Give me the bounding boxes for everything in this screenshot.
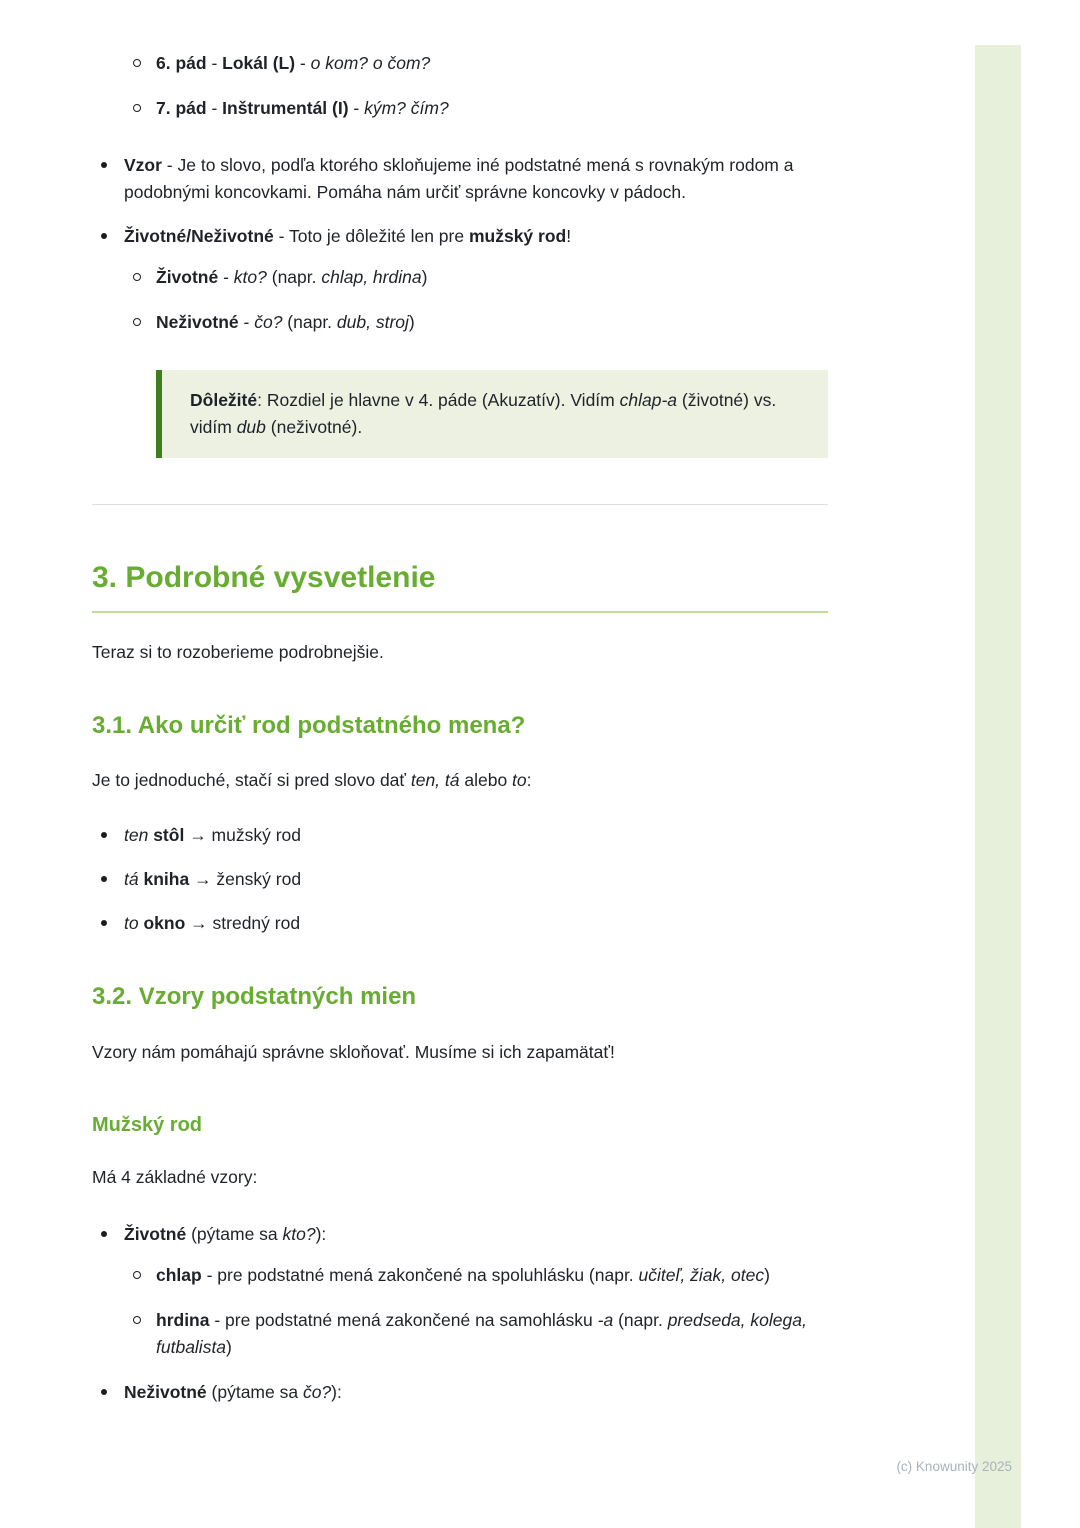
case-sublist xyxy=(92,50,828,122)
vzory-list xyxy=(92,1221,828,1407)
zivotne-sublist xyxy=(124,264,828,336)
section-3-title: 3. Podrobné vysvetlenie xyxy=(92,559,828,613)
section-divider xyxy=(92,504,828,505)
callout-text: Dôležité: Rozdiel je hlavne v 4. páde (Akuzatív). Vidím chlap-a (životné) vs. vidím dub (neživotné). xyxy=(190,389,777,437)
muzsky-rod-heading: Mužský rod xyxy=(92,1113,203,1136)
list-item-stredny-rod xyxy=(124,910,828,937)
list-item-text: to okno → stredný rod xyxy=(124,913,301,934)
list-item-text: Neživotné - čo? (napr. dub, stroj) xyxy=(156,311,415,332)
section-3-intro: Teraz si to rozoberieme podrobnejšie. xyxy=(92,641,384,662)
terms-list xyxy=(92,152,828,336)
list-item-nezivotne-vzory xyxy=(124,1379,828,1406)
list-item-chlap xyxy=(156,1262,828,1289)
list-item-text: ten stôl → mužský rod xyxy=(124,825,302,846)
list-item-hrdina xyxy=(156,1307,828,1361)
callout-important xyxy=(156,370,828,458)
list-item-text: Životné - kto? (napr. chlap, hrdina) xyxy=(156,266,428,287)
list-item-zivotne xyxy=(156,264,828,291)
section-3-1-title: 3.1. Ako určiť rod podstatného mena? xyxy=(92,711,526,739)
list-item-zivotne-vzory xyxy=(124,1221,828,1362)
list-item-muzsky-rod xyxy=(124,822,828,849)
zivotne-vzory-sublist xyxy=(124,1262,828,1361)
list-item-text: 7. pád - Inštrumentál (I) - kým? čím? xyxy=(156,98,449,119)
page-content xyxy=(92,0,828,1423)
list-item-text: chlap - pre podstatné mená zakončené na spoluhlásku (napr. učiteľ, žiak, otec) xyxy=(156,1265,770,1285)
right-accent-stripe xyxy=(975,45,1021,1528)
list-item-text: Životné/Neživotné - Toto je dôležité len pre mužský rod! xyxy=(124,225,572,246)
list-item-text: Neživotné (pýtame sa čo?): xyxy=(124,1382,342,1403)
list-item-zensky-rod xyxy=(124,866,828,893)
gender-examples-list xyxy=(92,822,828,937)
list-item-text: hrdina - pre podstatné mená zakončené na samohlásku -a (napr. predseda, kolega, futbalista) xyxy=(156,1310,807,1358)
section-3-1-intro: Je to jednoduché, stačí si pred slovo dať ten, tá alebo to: xyxy=(92,769,532,790)
section-3-2-intro: Vzory nám pomáhajú správne skloňovať. Musíme si ich zapamätať! xyxy=(92,1041,615,1062)
watermark: (c) Knowunity 2025 xyxy=(896,1459,1012,1475)
list-item-nezivotne xyxy=(156,309,828,336)
list-item-text: Vzor - Je to slovo, podľa ktorého skloňujeme iné podstatné mená s rovnakým rodom a podobnými koncovkami. Pomáha nám určiť správne koncovky v pádoch. xyxy=(124,155,794,203)
muzsky-rod-intro: Má 4 základné vzory: xyxy=(92,1166,258,1187)
list-item-vzor xyxy=(124,152,828,206)
list-item-text: Životné (pýtame sa kto?): xyxy=(124,1223,327,1244)
list-item-zivotne-nezivotne xyxy=(124,223,828,336)
list-item-case-7 xyxy=(156,95,828,122)
section-3-2-title: 3.2. Vzory podstatných mien xyxy=(92,983,417,1011)
list-item-text: 6. pád - Lokál (L) - o kom? o čom? xyxy=(156,53,431,73)
list-item-text: tá kniha → ženský rod xyxy=(124,869,302,890)
list-item-case-6 xyxy=(156,50,828,77)
